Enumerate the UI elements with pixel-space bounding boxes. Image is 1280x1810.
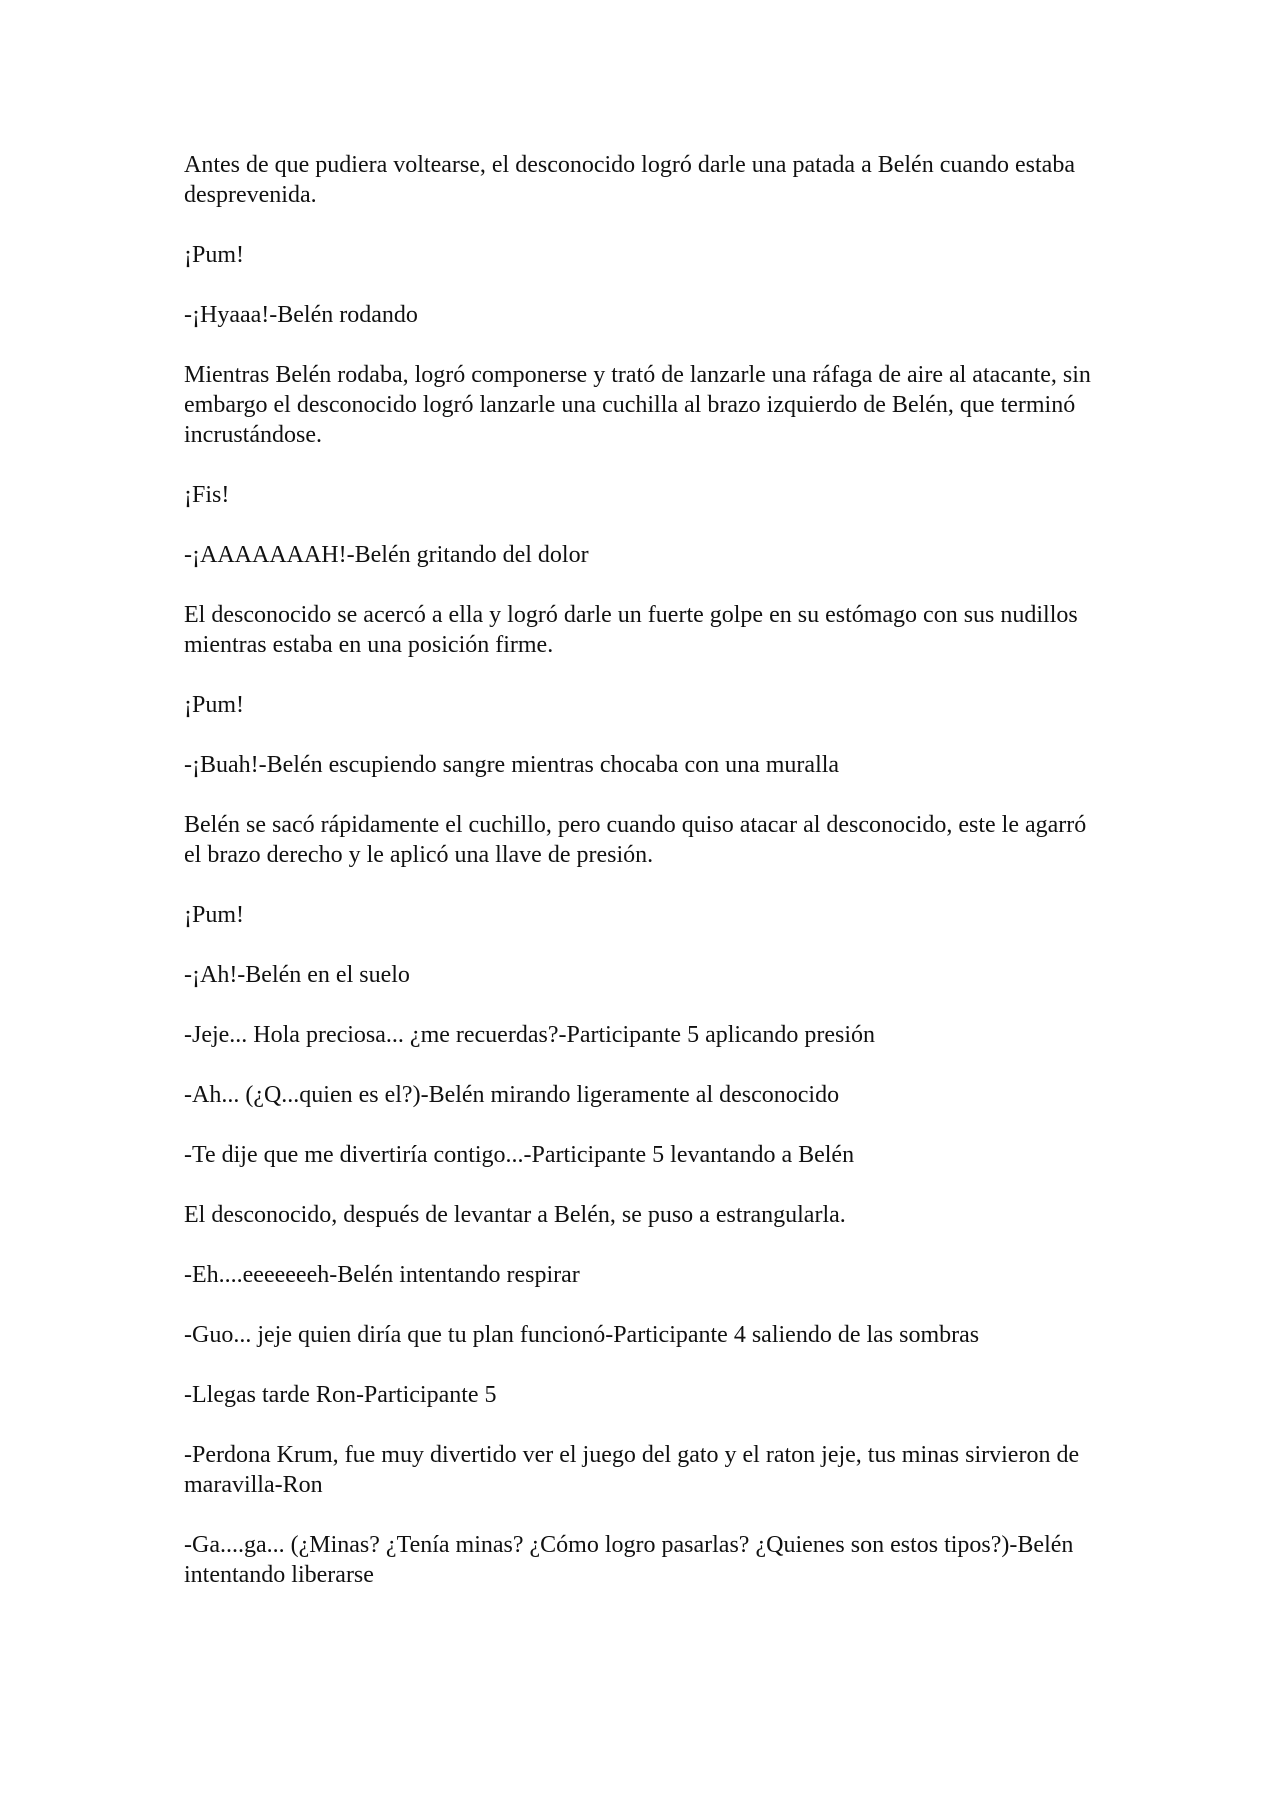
paragraph: ¡Fis! bbox=[184, 482, 230, 508]
paragraph: -¡Hyaaa!-Belén rodando bbox=[184, 302, 418, 328]
paragraph: -Llegas tarde Ron-Participante 5 bbox=[184, 1382, 497, 1408]
paragraph: ¡Pum! bbox=[184, 692, 244, 718]
paragraph: -Ah... (¿Q...quien es el?)-Belén mirando ligeramente al desconocido bbox=[184, 1082, 840, 1108]
paragraph: ¡Pum! bbox=[184, 902, 244, 928]
paragraph: Belén se sacó rápidamente el cuchillo, pero cuando quiso atacar al desconocido, este le agarró el brazo derecho y le aplicó una llave de presión. bbox=[184, 812, 1093, 868]
paragraph: El desconocido, después de levantar a Belén, se puso a estrangularla. bbox=[184, 1202, 846, 1228]
document-body bbox=[184, 150, 1097, 1620]
paragraph: -¡Buah!-Belén escupiendo sangre mientras chocaba con una muralla bbox=[184, 752, 840, 778]
paragraph: El desconocido se acercó a ella y logró darle un fuerte golpe en su estómago con sus nudillos mientras estaba en una posición firme. bbox=[184, 602, 1084, 658]
paragraph: -¡Ah!-Belén en el suelo bbox=[184, 962, 410, 988]
paragraph: -Guo... jeje quien diría que tu plan funcionó-Participante 4 saliendo de las sombras bbox=[184, 1322, 980, 1348]
paragraph: -Eh....eeeeeeeh-Belén intentando respirar bbox=[184, 1262, 580, 1288]
paragraph: -Perdona Krum, fue muy divertido ver el juego del gato y el raton jeje, tus minas sirvieron de maravilla-Ron bbox=[184, 1442, 1086, 1498]
paragraph: -Ga....ga... (¿Minas? ¿Tenía minas? ¿Cómo logro pasarlas? ¿Quienes son estos tipos?)-Belén intentando liberarse bbox=[184, 1532, 1080, 1588]
paragraph: ¡Pum! bbox=[184, 242, 244, 268]
paragraph: -Te dije que me divertiría contigo...-Participante 5 levantando a Belén bbox=[184, 1142, 855, 1168]
paragraph: Mientras Belén rodaba, logró componerse y trató de lanzarle una ráfaga de aire al atacante, sin embargo el desconocido logró lanzarle una cuchilla al brazo izquierdo de Belén, que terminó incrustándose. bbox=[184, 362, 1097, 448]
paragraph: -¡AAAAAAAH!-Belén gritando del dolor bbox=[184, 542, 589, 568]
paragraph: -Jeje... Hola preciosa... ¿me recuerdas?-Participante 5 aplicando presión bbox=[184, 1022, 876, 1048]
paragraph: Antes de que pudiera voltearse, el desconocido logró darle una patada a Belén cuando estaba desprevenida. bbox=[184, 152, 1081, 208]
